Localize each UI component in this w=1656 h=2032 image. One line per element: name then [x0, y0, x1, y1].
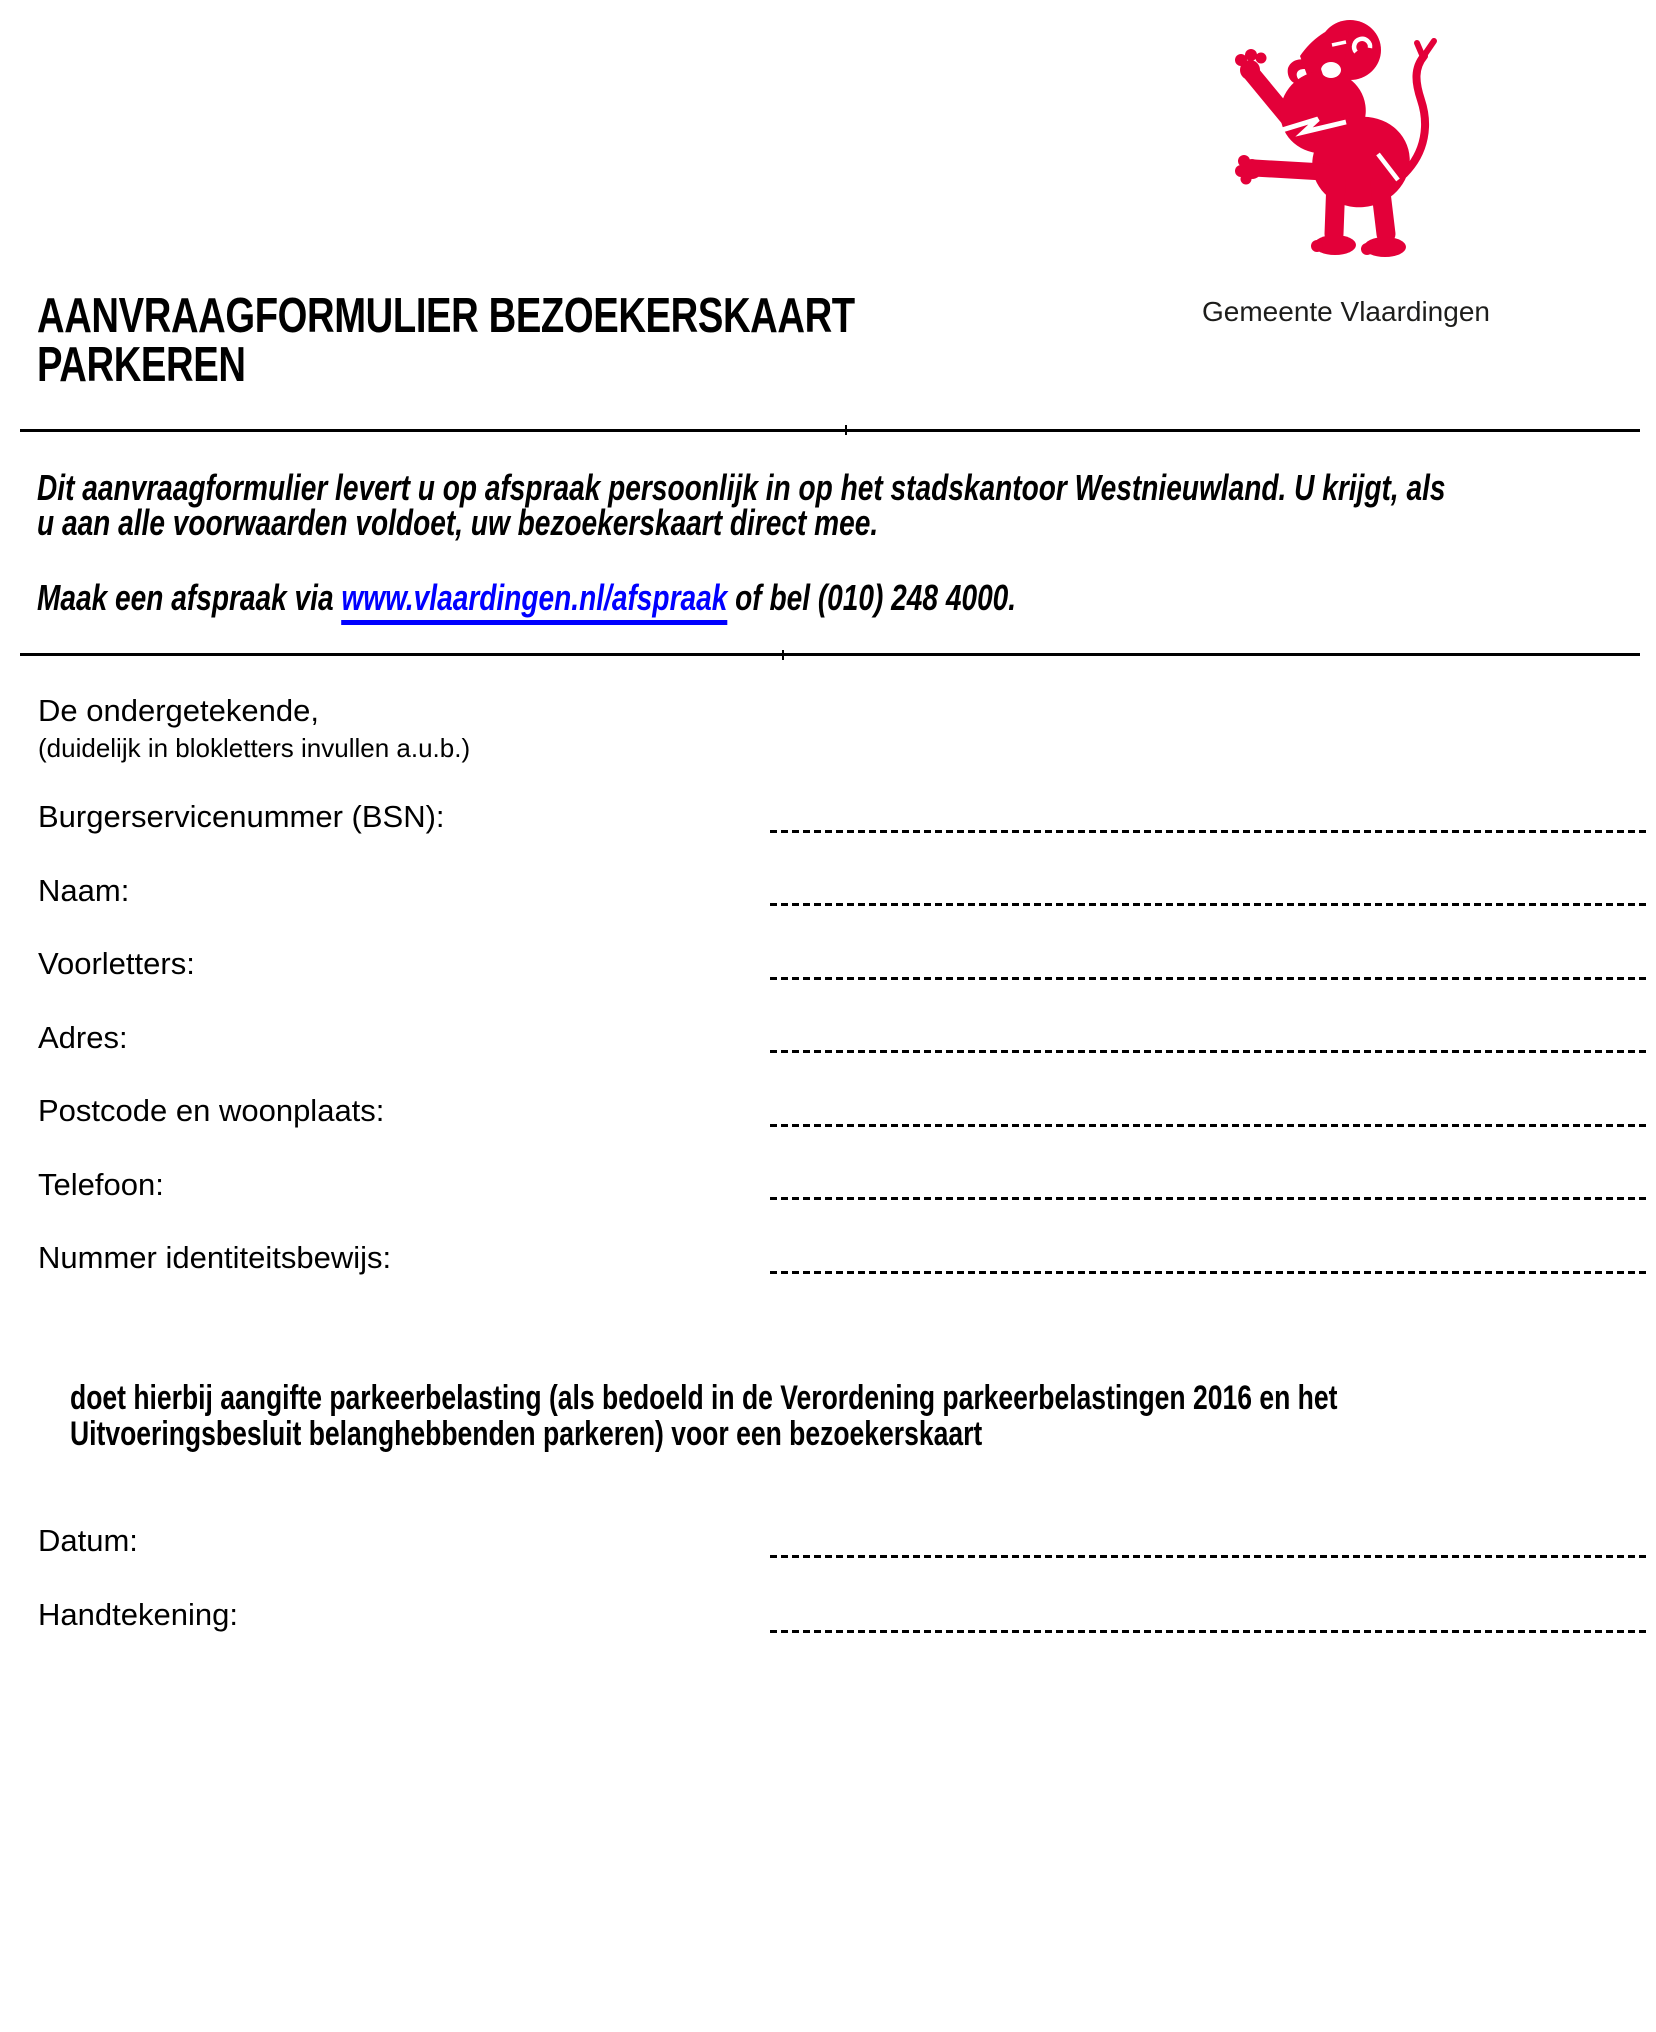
field-line-identiteitsbewijs[interactable] [770, 1271, 1648, 1274]
field-line-naam[interactable] [770, 903, 1648, 906]
lion-icon [1228, 12, 1440, 260]
page-title-line2: PARKEREN [37, 338, 246, 392]
divider-top-tick [845, 425, 847, 435]
field-label-voorletters: Voorletters: [38, 946, 195, 981]
intro-line2: u aan alle voorwaarden voldoet, uw bezoekerskaart direct mee. [37, 502, 879, 543]
field-label-identiteitsbewijs: Nummer identiteitsbewijs: [38, 1240, 392, 1275]
field-line-bsn[interactable] [770, 830, 1648, 833]
appointment-prefix: Maak een afspraak via [37, 577, 334, 618]
field-label-naam: Naam: [38, 873, 130, 908]
field-label-handtekening: Handtekening: [38, 1597, 238, 1632]
field-label-bsn: Burgerservicenummer (BSN): [38, 799, 445, 834]
divider-middle-tick [782, 650, 784, 660]
field-line-datum[interactable] [770, 1555, 1648, 1558]
field-label-telefoon: Telefoon: [38, 1167, 164, 1202]
intro-paragraph [37, 467, 1446, 543]
statement-line1: doet hierbij aangifte parkeerbelasting (als bedoeld in de Verordening parkeerbelastingen 2016 en het [70, 1379, 1338, 1417]
field-line-postcode[interactable] [770, 1124, 1648, 1127]
logo-caption: Gemeente Vlaardingen [1202, 296, 1490, 327]
field-line-adres[interactable] [770, 1050, 1648, 1053]
afspraak-link[interactable]: www.vlaardingen.nl/afspraak [341, 577, 727, 625]
section-heading: De ondergetekende, [38, 693, 319, 728]
field-line-voorletters[interactable] [770, 977, 1648, 980]
statement-line2: Uitvoeringsbesluit belanghebbenden parkeren) voor een bezoekerskaart [70, 1415, 983, 1453]
divider-top [20, 429, 1640, 432]
field-label-datum: Datum: [38, 1523, 138, 1558]
vlaardingen-lion-logo [1228, 12, 1440, 260]
intro-line1: Dit aanvraagformulier levert u op afspraak persoonlijk in op het stadskantoor Westnieuwland. U krijgt, als [37, 467, 1446, 508]
appointment-line [37, 578, 1016, 618]
field-line-telefoon[interactable] [770, 1197, 1648, 1200]
field-label-adres: Adres: [38, 1020, 128, 1055]
section-note: (duidelijk in blokletters invullen a.u.b.) [38, 733, 471, 763]
field-label-postcode: Postcode en woonplaats: [38, 1093, 385, 1128]
field-line-handtekening[interactable] [770, 1630, 1648, 1633]
statement-paragraph [70, 1380, 1337, 1452]
appointment-suffix: of bel (010) 248 4000. [727, 577, 1017, 618]
divider-middle [20, 653, 1640, 656]
page-title-line1: AANVRAAGFORMULIER BEZOEKERSKAART [37, 289, 855, 343]
page-title [37, 289, 855, 392]
